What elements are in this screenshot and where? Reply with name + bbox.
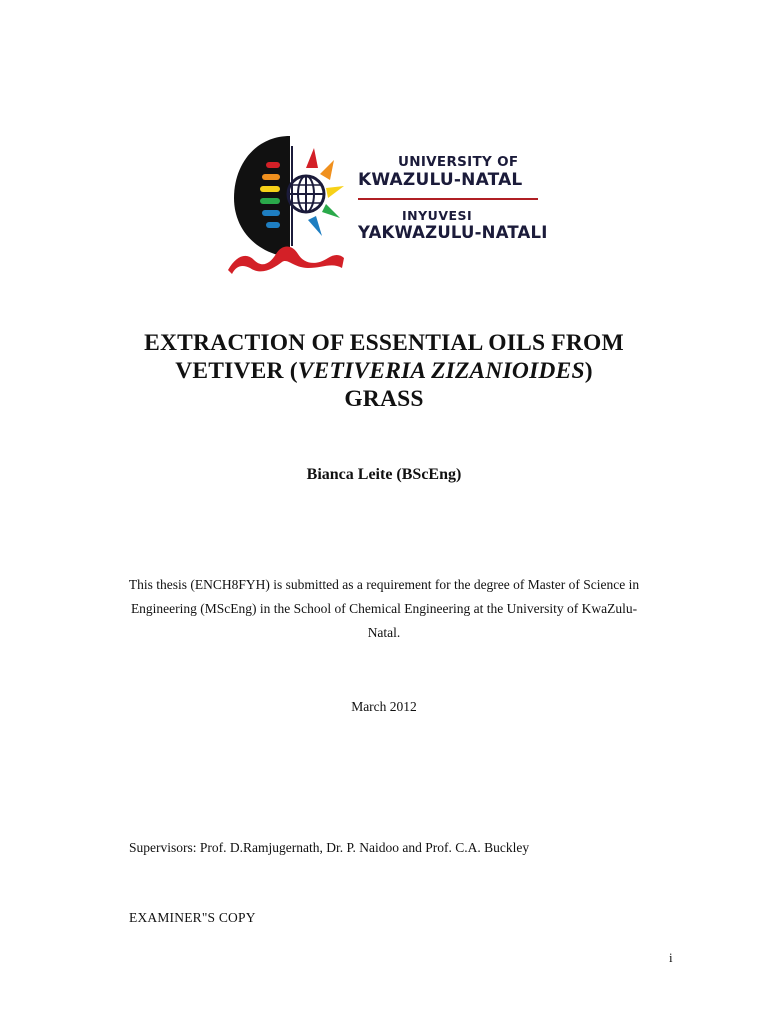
statement-line-2: Engineering (MScEng) in the School of Chemical Engineering at the University of KwaZulu- — [130, 601, 638, 616]
title-line-2-post: ) — [584, 358, 593, 384]
logo-yakwazulu-natali: YAKWAZULU-NATALI — [358, 222, 548, 242]
logo-inyuvesi: INYUVESI — [402, 207, 473, 223]
logo-divider — [358, 198, 538, 200]
logo-kwazulu-natal: KWAZULU-NATAL — [358, 170, 523, 190]
examiner-copy-label: EXAMINER"S COPY — [129, 910, 256, 925]
title-line-3: GRASS — [344, 386, 424, 412]
title-scientific-name: VETIVERIA ZIZANIOIDES — [297, 358, 585, 384]
ukzn-emblem-icon — [222, 128, 352, 278]
statement-line-3: Natal. — [367, 625, 401, 640]
submission-date: March 2012 — [351, 699, 417, 714]
university-logo — [222, 128, 552, 278]
supervisors-list: Supervisors: Prof. D.Ramjugernath, Dr. P. Naidoo and Prof. C.A. Buckley — [129, 840, 530, 855]
statement-line-1: This thesis (ENCH8FYH) is submitted as a requirement for the degree of Master of Science in — [128, 577, 640, 592]
logo-university-of: UNIVERSITY OF — [398, 154, 519, 170]
title-line-1: EXTRACTION OF ESSENTIAL OILS FROM — [144, 330, 624, 356]
author-name: Bianca Leite (BScEng) — [306, 466, 462, 483]
title-line-2 — [84, 357, 684, 385]
thesis-title — [84, 329, 684, 413]
title-line-2-pre: VETIVER ( — [175, 358, 298, 384]
submission-statement — [124, 573, 644, 645]
logo-wordmark — [358, 154, 548, 243]
page-number: i — [669, 950, 673, 965]
